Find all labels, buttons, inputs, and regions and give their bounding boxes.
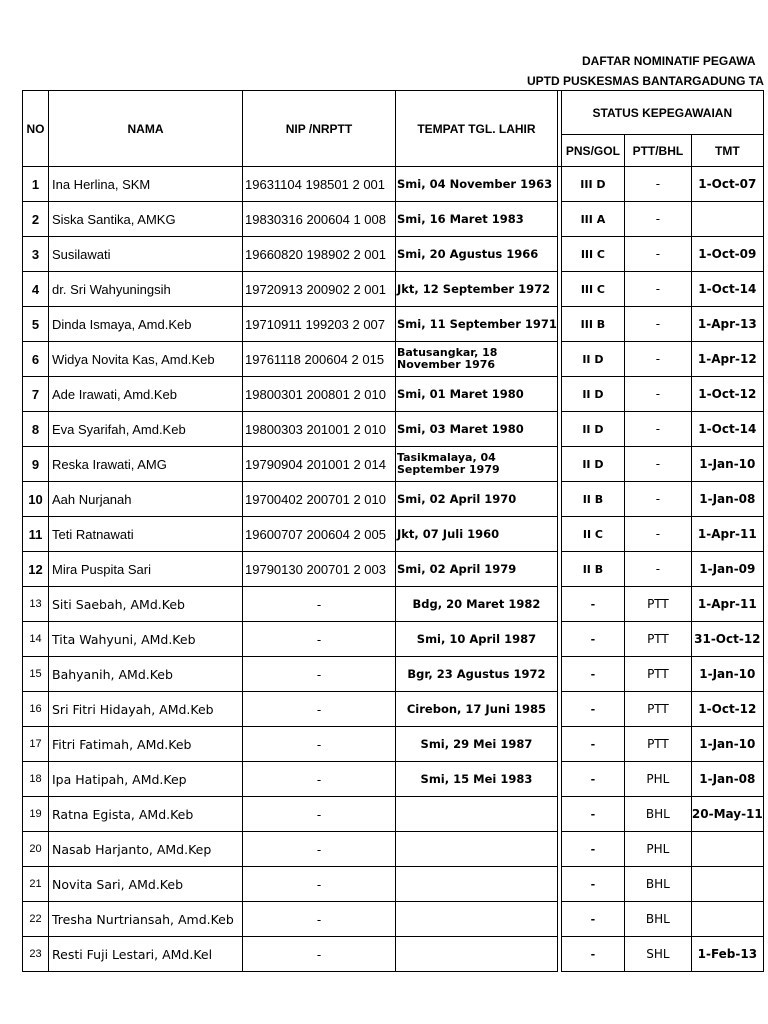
cell-pns-gol: - [561,832,624,867]
cell-no: 4 [23,272,49,307]
cell-nama: Teti Ratnawati [49,517,243,552]
cell-nama: Ade Irawati, Amd.Keb [49,377,243,412]
table-row [23,587,764,622]
cell-tempat-tgl-lahir: Cirebon, 17 Juni 1985 [396,692,558,727]
cell-no: 13 [23,587,49,622]
cell-nip: - [243,867,396,902]
cell-nama: Reska Irawati, AMG [49,447,243,482]
cell-nama: Mira Puspita Sari [49,552,243,587]
cell-ptt-bhl: BHL [624,797,691,832]
cell-pns-gol: III B [561,307,624,342]
cell-no: 16 [23,692,49,727]
cell-no: 17 [23,727,49,762]
table-row [23,692,764,727]
cell-tmt [691,902,763,937]
cell-nama: Eva Syarifah, Amd.Keb [49,412,243,447]
cell-pns-gol: II D [561,447,624,482]
cell-nama: Bahyanih, AMd.Keb [49,657,243,692]
cell-tmt: 1-Apr-12 [691,342,763,377]
cell-nip: 19660820 198902 2 001 [243,237,396,272]
table-row [23,902,764,937]
cell-ptt-bhl: - [624,482,691,517]
cell-no: 23 [23,937,49,972]
table-row [23,307,764,342]
cell-nama: Sri Fitri Hidayah, AMd.Keb [49,692,243,727]
document-title: DAFTAR NOMINATIF PEGAWA [582,54,756,68]
cell-pns-gol: III C [561,237,624,272]
cell-nama: Widya Novita Kas, Amd.Keb [49,342,243,377]
cell-pns-gol: - [561,902,624,937]
cell-ptt-bhl: - [624,307,691,342]
cell-nip: 19761118 200604 2 015 [243,342,396,377]
cell-ptt-bhl: PTT [624,657,691,692]
cell-ptt-bhl: - [624,237,691,272]
cell-no: 3 [23,237,49,272]
cell-no: 18 [23,762,49,797]
cell-tmt: 1-Oct-07 [691,167,763,202]
cell-ptt-bhl: - [624,272,691,307]
cell-pns-gol: - [561,692,624,727]
cell-tempat-tgl-lahir: Jkt, 07 Juli 1960 [396,517,558,552]
cell-nip: - [243,622,396,657]
cell-pns-gol: II D [561,412,624,447]
cell-no: 15 [23,657,49,692]
header-pns-gol: PNS/GOL [561,135,624,167]
cell-tempat-tgl-lahir: Smi, 10 April 1987 [396,622,558,657]
cell-tempat-tgl-lahir [396,902,558,937]
cell-no: 11 [23,517,49,552]
cell-tmt: 1-Apr-11 [691,517,763,552]
cell-pns-gol: II B [561,482,624,517]
cell-tmt [691,202,763,237]
cell-pns-gol: III A [561,202,624,237]
cell-no: 6 [23,342,49,377]
cell-pns-gol: II B [561,552,624,587]
table-row [23,202,764,237]
header-nama: NAMA [49,91,243,167]
cell-tempat-tgl-lahir: Tasikmalaya, 04 September 1979 [396,447,558,482]
cell-nama: Novita Sari, AMd.Keb [49,867,243,902]
cell-ptt-bhl: - [624,202,691,237]
header-status-kepegawaian: STATUS KEPEGAWAIAN [561,91,763,135]
cell-no: 22 [23,902,49,937]
header-no: NO [23,91,49,167]
cell-ptt-bhl: - [624,167,691,202]
cell-nip: 19800301 200801 2 010 [243,377,396,412]
cell-nama: Nasab Harjanto, AMd.Kep [49,832,243,867]
cell-nama: Tita Wahyuni, AMd.Keb [49,622,243,657]
cell-tmt: 1-Jan-10 [691,447,763,482]
header-nip: NIP /NRPTT [243,91,396,167]
table-row [23,727,764,762]
cell-tmt: 1-Jan-09 [691,552,763,587]
table-row [23,622,764,657]
cell-tmt: 1-Jan-08 [691,482,763,517]
cell-ptt-bhl: PHL [624,832,691,867]
cell-tempat-tgl-lahir: Smi, 03 Maret 1980 [396,412,558,447]
cell-nip: 19790904 201001 2 014 [243,447,396,482]
cell-no: 8 [23,412,49,447]
table-row [23,412,764,447]
cell-ptt-bhl: BHL [624,902,691,937]
cell-no: 14 [23,622,49,657]
cell-ptt-bhl: - [624,517,691,552]
cell-ptt-bhl: - [624,412,691,447]
cell-tempat-tgl-lahir: Smi, 15 Mei 1983 [396,762,558,797]
document-subtitle: UPTD PUSKESMAS BANTARGADUNG TA [527,74,764,88]
cell-tempat-tgl-lahir [396,797,558,832]
cell-nip: - [243,727,396,762]
cell-ptt-bhl: PTT [624,692,691,727]
cell-pns-gol: - [561,587,624,622]
cell-pns-gol: - [561,727,624,762]
cell-ptt-bhl: BHL [624,867,691,902]
cell-nip: - [243,587,396,622]
cell-pns-gol: II C [561,517,624,552]
cell-tmt: 1-Oct-14 [691,412,763,447]
cell-nama: Resti Fuji Lestari, AMd.Kel [49,937,243,972]
cell-nama: Susilawati [49,237,243,272]
cell-tmt: 1-Feb-13 [691,937,763,972]
cell-no: 12 [23,552,49,587]
cell-tempat-tgl-lahir: Smi, 16 Maret 1983 [396,202,558,237]
cell-no: 10 [23,482,49,517]
cell-pns-gol: - [561,657,624,692]
table-row [23,342,764,377]
cell-tempat-tgl-lahir: Smi, 02 April 1979 [396,552,558,587]
cell-tempat-tgl-lahir: Jkt, 12 September 1972 [396,272,558,307]
cell-no: 19 [23,797,49,832]
cell-tempat-tgl-lahir [396,937,558,972]
table-row [23,517,764,552]
cell-nip: 19830316 200604 1 008 [243,202,396,237]
cell-nip: 19800303 201001 2 010 [243,412,396,447]
cell-no: 9 [23,447,49,482]
cell-tmt [691,832,763,867]
cell-nip: - [243,832,396,867]
cell-tempat-tgl-lahir: Smi, 04 November 1963 [396,167,558,202]
cell-nama: Ratna Egista, AMd.Keb [49,797,243,832]
cell-nama: Ina Herlina, SKM [49,167,243,202]
cell-tmt: 1-Oct-12 [691,692,763,727]
cell-nama: Tresha Nurtriansah, Amd.Keb [49,902,243,937]
cell-tempat-tgl-lahir: Bgr, 23 Agustus 1972 [396,657,558,692]
table-row [23,552,764,587]
cell-nip: 19700402 200701 2 010 [243,482,396,517]
cell-nip: 19720913 200902 2 001 [243,272,396,307]
cell-tempat-tgl-lahir [396,832,558,867]
cell-tempat-tgl-lahir: Bdg, 20 Maret 1982 [396,587,558,622]
cell-tempat-tgl-lahir: Smi, 02 April 1970 [396,482,558,517]
cell-tmt [691,867,763,902]
table-body [23,167,764,972]
cell-no: 2 [23,202,49,237]
header-tmt: TMT [691,135,763,167]
cell-pns-gol: - [561,762,624,797]
cell-tmt: 1-Jan-10 [691,657,763,692]
cell-nip: - [243,657,396,692]
table-row [23,167,764,202]
cell-ptt-bhl: SHL [624,937,691,972]
cell-pns-gol: - [561,937,624,972]
table-row [23,482,764,517]
table-row [23,272,764,307]
cell-ptt-bhl: - [624,447,691,482]
cell-no: 21 [23,867,49,902]
cell-tmt: 20-May-11 [691,797,763,832]
cell-pns-gol: - [561,867,624,902]
header-tempat-tgl-lahir: TEMPAT TGL. LAHIR [396,91,558,167]
cell-nama: Ipa Hatipah, AMd.Kep [49,762,243,797]
cell-pns-gol: III C [561,272,624,307]
cell-ptt-bhl: PTT [624,622,691,657]
cell-pns-gol: - [561,797,624,832]
cell-nip: 19631104 198501 2 001 [243,167,396,202]
cell-no: 5 [23,307,49,342]
cell-nip: - [243,692,396,727]
header-ptt-bhl: PTT/BHL [624,135,691,167]
table-row [23,867,764,902]
cell-tempat-tgl-lahir [396,867,558,902]
cell-tempat-tgl-lahir: Batusangkar, 18 November 1976 [396,342,558,377]
cell-nip: 19710911 199203 2 007 [243,307,396,342]
cell-tmt: 1-Apr-13 [691,307,763,342]
cell-pns-gol: - [561,622,624,657]
table-row [23,832,764,867]
cell-tempat-tgl-lahir: Smi, 01 Maret 1980 [396,377,558,412]
cell-nama: Aah Nurjanah [49,482,243,517]
cell-nama: Siti Saebah, AMd.Keb [49,587,243,622]
cell-nip: - [243,937,396,972]
table-row [23,937,764,972]
cell-nip: - [243,902,396,937]
cell-nama: dr. Sri Wahyuningsih [49,272,243,307]
cell-tmt: 1-Oct-14 [691,272,763,307]
cell-nama: Dinda Ismaya, Amd.Keb [49,307,243,342]
table-row [23,447,764,482]
cell-tmt: 1-Apr-11 [691,587,763,622]
table-row [23,657,764,692]
cell-nip: 19600707 200604 2 005 [243,517,396,552]
cell-ptt-bhl: PHL [624,762,691,797]
cell-pns-gol: II D [561,342,624,377]
table-row [23,377,764,412]
cell-ptt-bhl: - [624,377,691,412]
cell-no: 7 [23,377,49,412]
cell-tmt: 1-Jan-10 [691,727,763,762]
cell-ptt-bhl: PTT [624,727,691,762]
table-row [23,762,764,797]
table-row [23,797,764,832]
cell-pns-gol: III D [561,167,624,202]
cell-nip: - [243,797,396,832]
cell-tmt: 1-Oct-12 [691,377,763,412]
cell-ptt-bhl: PTT [624,587,691,622]
employee-table [22,90,764,972]
cell-tempat-tgl-lahir: Smi, 11 September 1971 [396,307,558,342]
cell-no: 1 [23,167,49,202]
table-row [23,237,764,272]
cell-pns-gol: II D [561,377,624,412]
cell-nip: - [243,762,396,797]
cell-tmt: 31-Oct-12 [691,622,763,657]
cell-tempat-tgl-lahir: Smi, 29 Mei 1987 [396,727,558,762]
cell-tempat-tgl-lahir: Smi, 20 Agustus 1966 [396,237,558,272]
cell-nama: Siska Santika, AMKG [49,202,243,237]
cell-tmt: 1-Oct-09 [691,237,763,272]
cell-nip: 19790130 200701 2 003 [243,552,396,587]
cell-ptt-bhl: - [624,342,691,377]
cell-tmt: 1-Jan-08 [691,762,763,797]
cell-no: 20 [23,832,49,867]
cell-ptt-bhl: - [624,552,691,587]
cell-nama: Fitri Fatimah, AMd.Keb [49,727,243,762]
